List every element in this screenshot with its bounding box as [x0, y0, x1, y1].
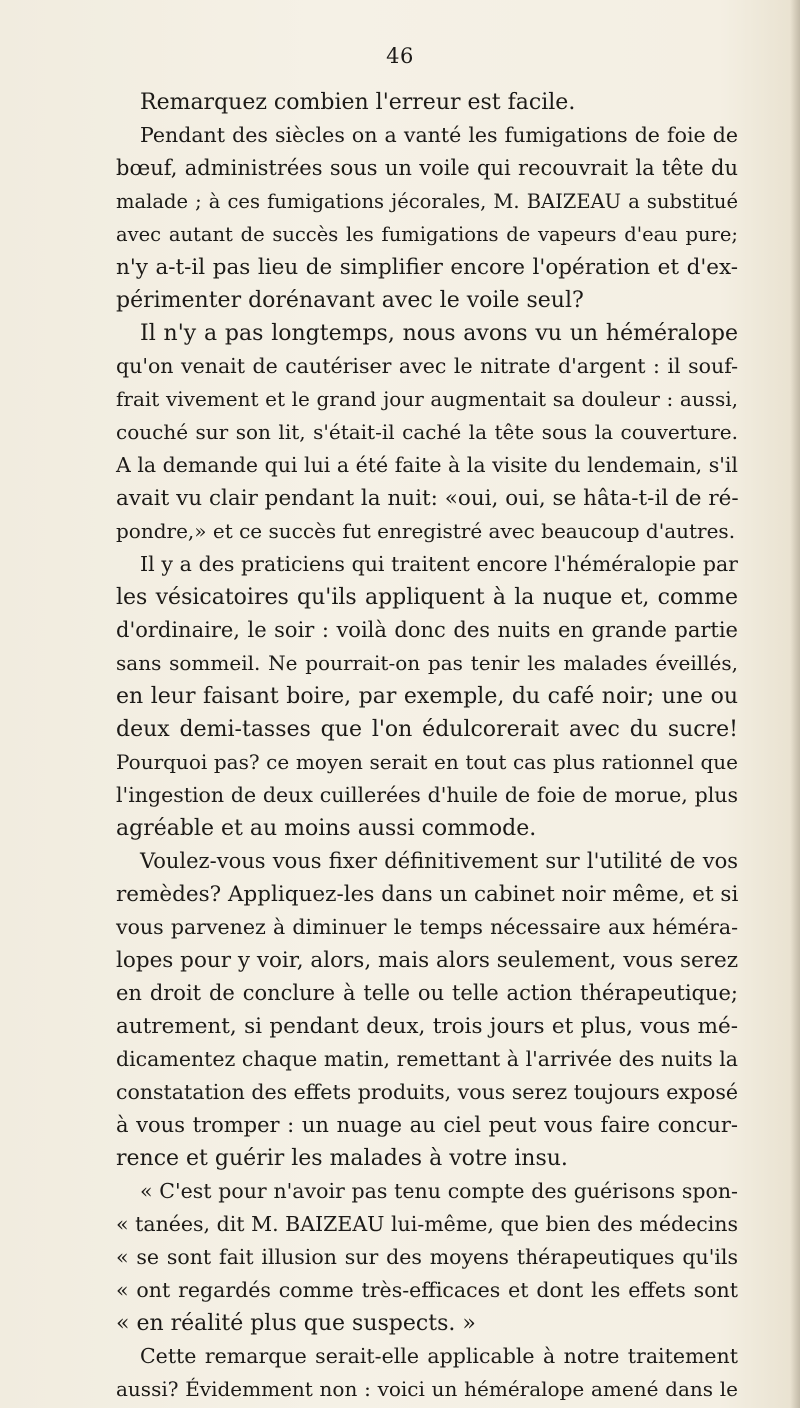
page-edge-shadow [790, 0, 800, 1408]
text-line: autrement, si pendant deux, trois jours et plus, vous mé- [116, 1014, 738, 1039]
text-line: A la demande qui lui a été faite à la visite du lendemain, s'il [116, 453, 738, 477]
text-line: vous parvenez à diminuer le temps nécessaire aux héméra- [116, 915, 738, 939]
text-line: Pourquoi pas? ce moyen serait en tout cas plus rationnel que [116, 750, 738, 774]
text-line: périmenter dorénavant avec le voile seul? [116, 288, 584, 313]
text-line: Il y a des praticiens qui traitent encore l'héméralopie par [140, 552, 738, 576]
text-line: « se sont fait illusion sur des moyens thérapeutiques qu'ils [116, 1245, 738, 1269]
text-line: pondre,» et ce succès fut enregistré avec beaucoup d'autres. [116, 519, 736, 543]
text-line: aussi? Évidemment non : voici un héméralope amené dans le [116, 1377, 738, 1401]
text-line: « en réalité plus que suspects. » [116, 1311, 476, 1336]
text-line: d'ordinaire, le soir : voilà donc des nuits en grande partie [116, 618, 738, 642]
text-line: en droit de conclure à telle ou telle action thérapeutique; [116, 981, 738, 1005]
text-line: malade ; à ces fumigations jécorales, M. BAIZEAU a substitué [116, 190, 738, 213]
text-line: les vésicatoires qu'ils appliquent à la nuque et, comme [116, 585, 738, 610]
text-line: avec autant de succès les fumigations de vapeurs d'eau pure; [116, 223, 738, 246]
text-line: couché sur son lit, s'était-il caché la tête sous la couverture. [116, 420, 738, 444]
text-line: lopes pour y voir, alors, mais alors seulement, vous serez [116, 948, 739, 973]
text-line: « ont regardés comme très-efficaces et dont les effets sont [116, 1278, 738, 1302]
text-line: à vous tromper : un nuage au ciel peut vous faire concur- [116, 1113, 738, 1137]
text-line: Il n'y a pas longtemps, nous avons vu un héméralope [140, 321, 738, 346]
text-line: n'y a-t-il pas lieu de simplifier encore l'opération et d'ex- [116, 255, 738, 280]
text-line: qu'on venait de cautériser avec le nitrate d'argent : il souf- [116, 354, 738, 378]
text-line: rence et guérir les malades à votre insu. [116, 1146, 568, 1171]
page-number: 46 [386, 44, 414, 68]
text-line: remèdes? Appliquez-les dans un cabinet noir même, et si [116, 882, 739, 907]
body-text [116, 86, 738, 1406]
text-line: constatation des effets produits, vous serez toujours exposé [116, 1080, 739, 1104]
text-line: deux demi-tasses que l'on édulcorerait avec du sucre! [116, 717, 738, 742]
text-line: sans sommeil. Ne pourrait-on pas tenir les malades éveillés, [116, 651, 738, 675]
text-line: bœuf, administrées sous un voile qui recouvrait la tête du [116, 156, 738, 180]
text-line: l'ingestion de deux cuillerées d'huile de foie de morue, plus [116, 783, 738, 807]
text-line: Pendant des siècles on a vanté les fumigations de foie de [140, 123, 738, 147]
text-line: « tanées, dit M. BAIZEAU lui-même, que bien des médecins [116, 1212, 738, 1236]
text-line: dicamentez chaque matin, remettant à l'arrivée des nuits la [116, 1047, 738, 1071]
text-line: Voulez-vous vous fixer définitivement sur l'utilité de vos [140, 849, 738, 873]
text-line: avait vu clair pendant la nuit: «oui, oui, se hâta-t-il de ré- [116, 486, 739, 511]
text-line: en leur faisant boire, par exemple, du café noir; une ou [116, 684, 738, 709]
text-line: Remarquez combien l'erreur est facile. [140, 90, 576, 115]
text-line: agréable et au moins aussi commode. [116, 816, 537, 841]
text-line: Cette remarque serait-elle applicable à notre traitement [140, 1344, 738, 1368]
text-line: frait vivement et le grand jour augmentait sa douleur : aussi, [116, 387, 738, 411]
text-line: « C'est pour n'avoir pas tenu compte des guérisons spon- [140, 1179, 738, 1203]
